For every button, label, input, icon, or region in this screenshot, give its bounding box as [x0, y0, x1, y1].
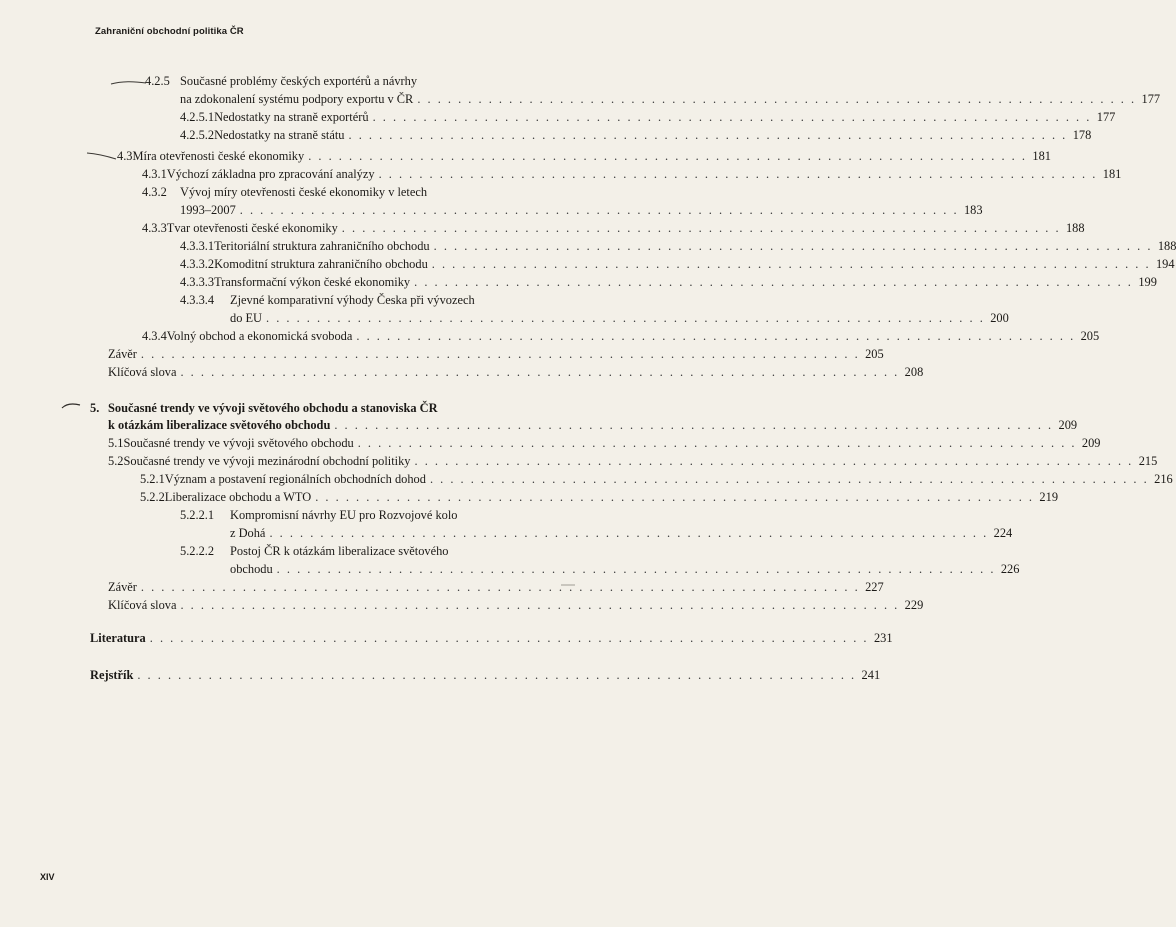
toc-page-number: 177 — [1141, 92, 1161, 106]
toc-number: 5.1 — [108, 436, 124, 450]
toc-entry-4-3-2-cont — [180, 203, 983, 218]
toc-page-number: 219 — [1039, 490, 1059, 504]
toc-leader: . . . . . . . . . . . . . . . . . . . . . . . . . . . . . . . . . . . . . . . . . . . . . . . . . . . . . . . . . . . . . . . . . . . . . . . — [372, 110, 1092, 124]
toc-entry-4-3-3-3 — [180, 275, 1157, 290]
toc-entry-4-3-3-4 — [180, 293, 475, 308]
toc-leader: . . . . . . . . . . . . . . . . . . . . . . . . . . . . . . . . . . . . . . . . . . . . . . . . . . . . . . . . . . . . . . . . . . . . . . . — [276, 562, 996, 576]
toc-leader: . . . . . . . . . . . . . . . . . . . . . . . . . . . . . . . . . . . . . . . . . . . . . . . . . . . . . . . . . . . . . . . . . . . . . . . — [334, 418, 1054, 432]
toc-leader: . . . . . . . . . . . . . . . . . . . . . . . . . . . . . . . . . . . . . . . . . . . . . . . . . . . . . . . . . . . . . . . . . . . . . . . — [357, 436, 1077, 450]
toc-leader: . . . . . . . . . . . . . . . . . . . . . . . . . . . . . . . . . . . . . . . . . . . . . . . . . . . . . . . . . . . . . . . . . . . . . . . — [149, 631, 869, 645]
toc-page-number: 188 — [1157, 239, 1176, 253]
toc-entry-4-2-5-2 — [180, 128, 1092, 143]
toc-entry-keywords-4 — [108, 365, 924, 380]
toc-entry-zaver-4 — [108, 347, 884, 362]
toc-title: Transformační výkon české ekonomiky — [214, 275, 411, 289]
toc-number: 5.2.2.1 — [180, 508, 215, 522]
toc-page-number: 205 — [1080, 329, 1100, 343]
toc-leader: . . . . . . . . . . . . . . . . . . . . . . . . . . . . . . . . . . . . . . . . . . . . . . . . . . . . . . . . . . . . . . . . . . . . . . . — [140, 580, 860, 594]
toc-title: Výchozí základna pro zpracování analýzy — [166, 167, 375, 181]
toc-page-number: 178 — [1072, 128, 1092, 142]
toc-title: Význam a postavení regionálních obchodních dohod — [164, 472, 426, 486]
toc-number: 4.2.5.1 — [180, 110, 215, 124]
pen-mark-4-2-5 — [110, 78, 150, 90]
toc-page-number: 209 — [1058, 418, 1078, 432]
toc-number: 5.2.1 — [140, 472, 165, 486]
toc-title: Současné problémy českých exportérů a návrhy — [180, 74, 418, 88]
toc-page-number: 183 — [963, 203, 983, 217]
toc-entry-4-2-5-cont — [180, 92, 1161, 107]
toc-title: Kompromisní návrhy EU pro Rozvojové kolo — [230, 508, 458, 522]
toc-page-number: 231 — [873, 631, 893, 645]
toc-page-number: 224 — [993, 526, 1013, 540]
toc-entry-zaver-5 — [108, 580, 884, 595]
toc-page-number: 227 — [865, 580, 884, 594]
toc-title: Závěr — [108, 580, 137, 594]
toc-title: Zjevné komparativní výhody Česka při vývozech — [230, 293, 475, 307]
toc-entry-5-2-2 — [140, 490, 1059, 505]
toc-number: 4.3.2 — [142, 185, 167, 199]
toc-title: obchodu — [230, 562, 273, 576]
toc-page-number: 199 — [1138, 275, 1157, 289]
toc-number: 5.2.2.2 — [180, 544, 215, 558]
toc-leader: . . . . . . . . . . . . . . . . . . . . . . . . . . . . . . . . . . . . . . . . . . . . . . . . . . . . . . . . . . . . . . . . . . . . . . . — [414, 454, 1134, 468]
toc-page-number: 208 — [904, 365, 924, 379]
toc-title: Liberalizace obchodu a WTO — [164, 490, 312, 504]
toc-number: 5.2 — [108, 454, 124, 468]
toc-number: 4.3 — [117, 149, 133, 163]
toc-page-number: 229 — [904, 598, 924, 612]
pen-mark-4-3 — [86, 150, 120, 162]
toc-title: Míra otevřenosti české ekonomiky — [132, 149, 305, 163]
toc-title: k otázkám liberalizace světového obchodu — [108, 418, 331, 432]
toc-title: Současné trendy ve vývoji světového obchodu — [123, 436, 354, 450]
toc-number: 5.2.2 — [140, 490, 165, 504]
toc-title: Volný obchod a ekonomická svoboda — [166, 329, 353, 343]
toc-chapter-5-cont — [108, 418, 1078, 433]
toc-leader: . . . . . . . . . . . . . . . . . . . . . . . . . . . . . . . . . . . . . . . . . . . . . . . . . . . . . . . . . . . . . . . . . . . . . . . — [417, 92, 1137, 106]
toc-title: Klíčová slova — [108, 365, 177, 379]
toc-entry-5-2-1 — [140, 472, 1173, 487]
toc-title: Nedostatky na straně státu — [214, 128, 345, 142]
toc-number: 4.3.3.4 — [180, 293, 215, 307]
toc-leader: . . . . . . . . . . . . . . . . . . . . . . . . . . . . . . . . . . . . . . . . . . . . . . . . . . . . . . . . . . . . . . . . . . . . . . . — [180, 598, 900, 612]
toc-entry-4-3-1 — [142, 167, 1122, 182]
toc-title: Současné trendy ve vývoji světového obchodu a stanoviska ČR — [108, 401, 438, 415]
toc-leader: . . . . . . . . . . . . . . . . . . . . . . . . . . . . . . . . . . . . . . . . . . . . . . . . . . . . . . . . . . . . . . . . . . . . . . . — [433, 239, 1153, 253]
toc-entry-5-1 — [108, 436, 1101, 451]
toc-entry-keywords-5 — [108, 598, 924, 613]
toc-leader: . . . . . . . . . . . . . . . . . . . . . . . . . . . . . . . . . . . . . . . . . . . . . . . . . . . . . . . . . . . . . . . . . . . . . . . — [429, 472, 1149, 486]
toc-title: Klíčová slova — [108, 598, 177, 612]
toc-number: 4.2.5.2 — [180, 128, 215, 142]
toc-title: na zdokonalení systému podpory exportu v ČR — [180, 92, 414, 106]
toc-title: 1993–2007 — [180, 203, 236, 217]
toc-entry-4-3 — [117, 149, 1051, 164]
toc-page-number: 216 — [1154, 472, 1173, 486]
toc-title: do EU — [230, 311, 263, 325]
toc-leader: . . . . . . . . . . . . . . . . . . . . . . . . . . . . . . . . . . . . . . . . . . . . . . . . . . . . . . . . . . . . . . . . . . . . . . . — [308, 149, 1027, 163]
toc-title: Komoditní struktura zahraničního obchodu — [214, 257, 428, 271]
toc-chapter-5 — [90, 401, 438, 416]
toc-page-number: 205 — [865, 347, 884, 361]
page-number: XIV — [40, 872, 55, 882]
toc-title: Nedostatky na straně exportérů — [214, 110, 369, 124]
toc-entry-4-3-4 — [142, 329, 1100, 344]
toc-page-number: 200 — [990, 311, 1009, 325]
toc-entry-5-2-2-1-cont — [230, 526, 1013, 541]
toc-title: Teritoriální struktura zahraničního obchodu — [214, 239, 430, 253]
toc-page-number: 209 — [1081, 436, 1101, 450]
toc-leader: . . . . . . . . . . . . . . . . . . . . . . . . . . . . . . . . . . . . . . . . . . . . . . . . . . . . . . . . . . . . . . . . . . . . . . . — [140, 347, 860, 361]
toc-entry-rejstrik — [90, 668, 881, 683]
toc-page-number: 188 — [1065, 221, 1085, 235]
toc-entry-4-3-3-1 — [180, 239, 1176, 254]
toc-entry-4-3-3 — [142, 221, 1085, 236]
toc-page-number: 241 — [861, 668, 881, 682]
toc-entry-4-3-3-2 — [180, 257, 1175, 272]
toc-title: Literatura — [90, 631, 146, 645]
toc-leader: . . . . . . . . . . . . . . . . . . . . . . . . . . . . . . . . . . . . . . . . . . . . . . . . . . . . . . . . . . . . . . . . . . . . . . . — [414, 275, 1133, 289]
toc-number: 4.3.3.3 — [180, 275, 215, 289]
toc-entry-4-3-3-4-cont — [230, 311, 1009, 326]
toc-entry-4-3-2 — [142, 185, 427, 200]
toc-leader: . . . . . . . . . . . . . . . . . . . . . . . . . . . . . . . . . . . . . . . . . . . . . . . . . . . . . . . . . . . . . . . . . . . . . . . — [348, 128, 1068, 142]
toc-leader: . . . . . . . . . . . . . . . . . . . . . . . . . . . . . . . . . . . . . . . . . . . . . . . . . . . . . . . . . . . . . . . . . . . . . . . — [266, 311, 985, 325]
toc-entry-5-2-2-2 — [180, 544, 449, 559]
toc-leader: . . . . . . . . . . . . . . . . . . . . . . . . . . . . . . . . . . . . . . . . . . . . . . . . . . . . . . . . . . . . . . . . . . . . . . . — [239, 203, 959, 217]
toc-entry-4-2-5-1 — [180, 110, 1116, 125]
toc-number: 5. — [90, 401, 100, 415]
toc-page-number: 177 — [1096, 110, 1116, 124]
toc-entry-5-2-2-2-cont — [230, 562, 1020, 577]
toc-entry-literatura — [90, 631, 893, 646]
toc-entry-5-2 — [108, 454, 1158, 469]
toc-number: 4.3.3.1 — [180, 239, 215, 253]
toc-entry-5-2-2-1 — [180, 508, 457, 523]
toc-entry-4-2-5 — [145, 74, 417, 89]
toc-leader: . . . . . . . . . . . . . . . . . . . . . . . . . . . . . . . . . . . . . . . . . . . . . . . . . . . . . . . . . . . . . . . . . . . . . . . — [431, 257, 1151, 271]
toc-leader: . . . . . . . . . . . . . . . . . . . . . . . . . . . . . . . . . . . . . . . . . . . . . . . . . . . . . . . . . . . . . . . . . . . . . . . — [137, 668, 857, 682]
toc-page-number: 215 — [1138, 454, 1158, 468]
toc-leader: . . . . . . . . . . . . . . . . . . . . . . . . . . . . . . . . . . . . . . . . . . . . . . . . . . . . . . . . . . . . . . . . . . . . . . . — [180, 365, 900, 379]
toc-page-number: 181 — [1032, 149, 1051, 163]
running-head: Zahraniční obchodní politika ČR — [95, 26, 244, 37]
toc-title: z Dohá — [230, 526, 266, 540]
toc-number: 4.3.4 — [142, 329, 167, 343]
toc-number: 4.3.3.2 — [180, 257, 215, 271]
toc-page-number: 181 — [1102, 167, 1122, 181]
pen-mark-chapter-5 — [60, 400, 88, 414]
toc-number: 4.3.3 — [142, 221, 167, 235]
toc-number: 4.2.5 — [145, 74, 170, 88]
toc-leader: . . . . . . . . . . . . . . . . . . . . . . . . . . . . . . . . . . . . . . . . . . . . . . . . . . . . . . . . . . . . . . . . . . . . . . . — [269, 526, 989, 540]
toc-title: Závěr — [108, 347, 137, 361]
toc-leader: . . . . . . . . . . . . . . . . . . . . . . . . . . . . . . . . . . . . . . . . . . . . . . . . . . . . . . . . . . . . . . . . . . . . . . . — [378, 167, 1098, 181]
toc-title: Rejstřík — [90, 668, 134, 682]
toc-leader: . . . . . . . . . . . . . . . . . . . . . . . . . . . . . . . . . . . . . . . . . . . . . . . . . . . . . . . . . . . . . . . . . . . . . . . — [341, 221, 1061, 235]
toc-number: 4.3.1 — [142, 167, 167, 181]
toc-leader: . . . . . . . . . . . . . . . . . . . . . . . . . . . . . . . . . . . . . . . . . . . . . . . . . . . . . . . . . . . . . . . . . . . . . . . — [315, 490, 1035, 504]
toc-title: Tvar otevřenosti české ekonomiky — [166, 221, 338, 235]
toc-title: Vývoj míry otevřenosti české ekonomiky v letech — [180, 185, 428, 199]
toc-leader: . . . . . . . . . . . . . . . . . . . . . . . . . . . . . . . . . . . . . . . . . . . . . . . . . . . . . . . . . . . . . . . . . . . . . . . — [356, 329, 1076, 343]
toc-page-number: 194 — [1155, 257, 1175, 271]
pen-mark-zaver — [560, 581, 580, 589]
toc-page-number: 226 — [1000, 562, 1020, 576]
toc-title: Současné trendy ve vývoji mezinárodní obchodní politiky — [123, 454, 411, 468]
toc-title: Postoj ČR k otázkám liberalizace světového — [230, 544, 449, 558]
